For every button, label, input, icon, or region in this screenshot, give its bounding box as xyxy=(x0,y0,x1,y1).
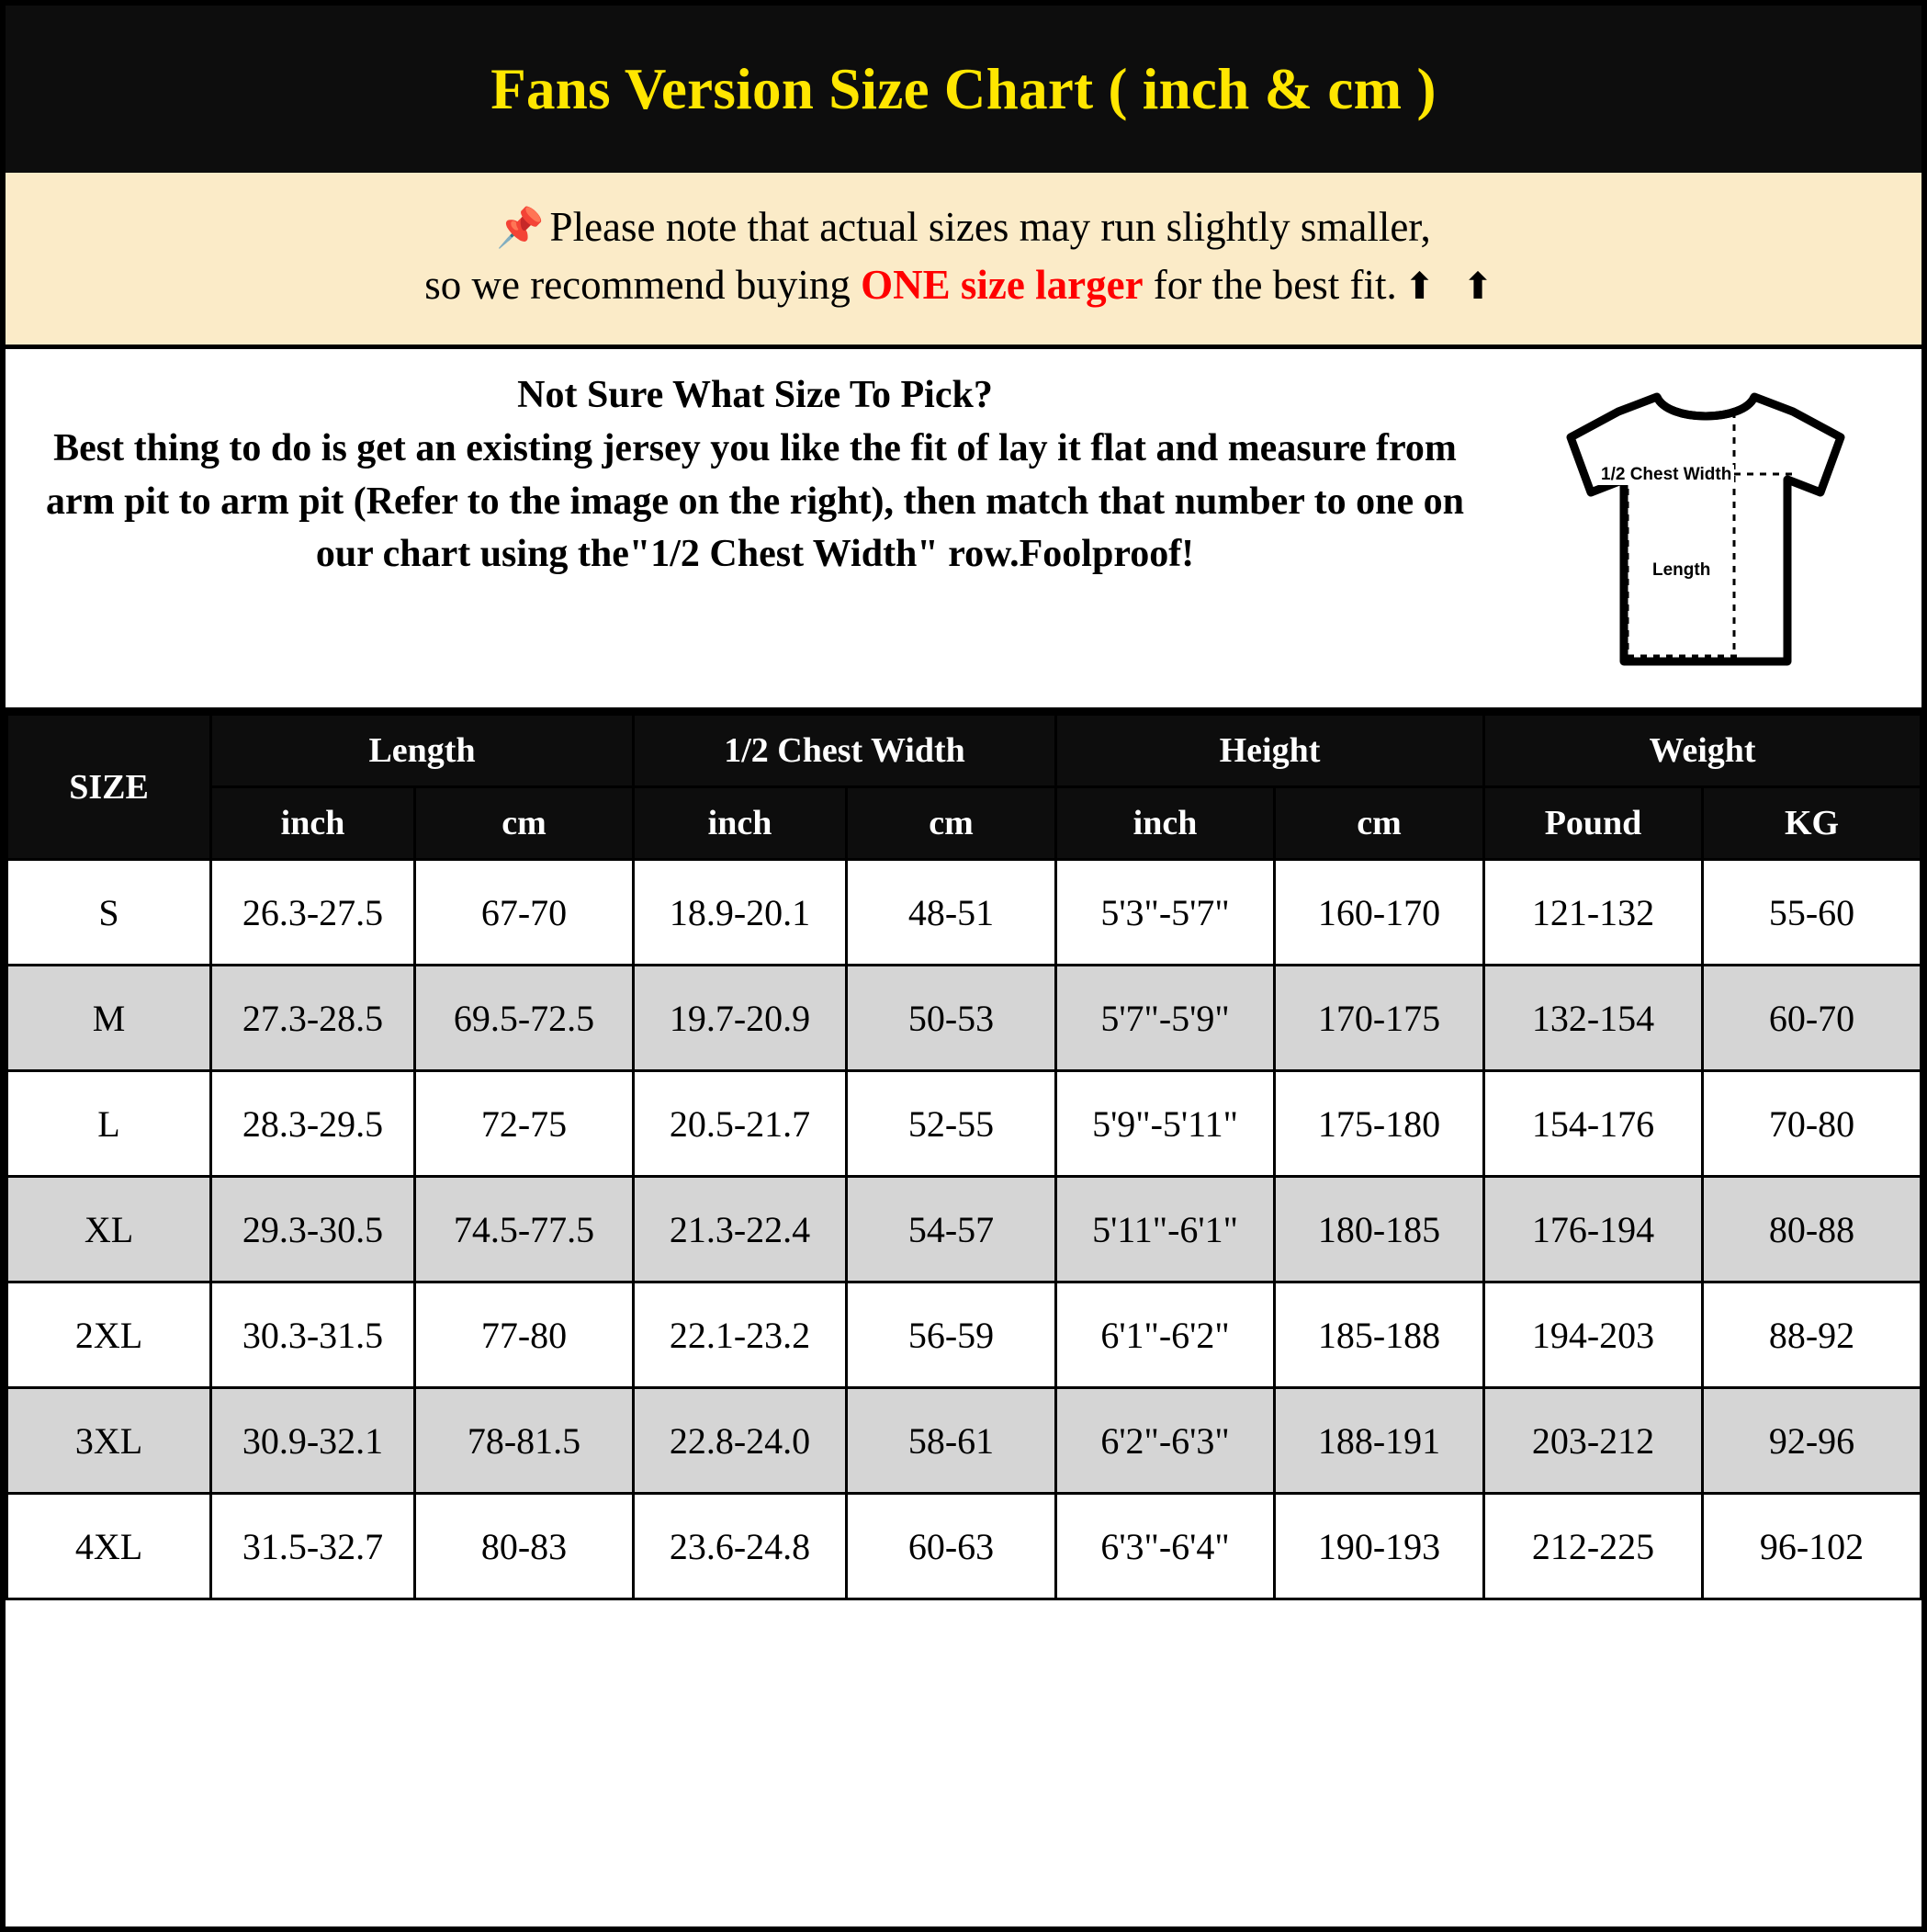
header-height: Height xyxy=(1056,715,1484,787)
row-size: XL xyxy=(7,1177,211,1282)
note-text-2-after: for the best fit. xyxy=(1143,261,1397,308)
cell-weight-pound: 212-225 xyxy=(1484,1494,1703,1599)
unit-height-inch: inch xyxy=(1056,787,1275,860)
header-size: SIZE xyxy=(7,715,211,860)
cell-chest-cm: 50-53 xyxy=(847,966,1056,1071)
cell-chest-inch: 23.6-24.8 xyxy=(634,1494,847,1599)
figure-length-label: Length xyxy=(1650,560,1713,581)
cell-chest-inch: 18.9-20.1 xyxy=(634,860,847,966)
cell-length-cm: 74.5-77.5 xyxy=(415,1177,634,1282)
table-row xyxy=(7,1282,1921,1388)
cell-height-inch: 5'11"-6'1" xyxy=(1056,1177,1275,1282)
cell-chest-cm: 58-61 xyxy=(847,1388,1056,1494)
row-size: S xyxy=(7,860,211,966)
cell-length-inch: 28.3-29.5 xyxy=(211,1071,415,1177)
cell-weight-pound: 176-194 xyxy=(1484,1177,1703,1282)
cell-length-cm: 77-80 xyxy=(415,1282,634,1388)
cell-weight-kg: 70-80 xyxy=(1703,1071,1921,1177)
cell-length-cm: 72-75 xyxy=(415,1071,634,1177)
header-weight: Weight xyxy=(1484,715,1921,787)
table-row xyxy=(7,1494,1921,1599)
unit-height-cm: cm xyxy=(1275,787,1484,860)
cell-weight-kg: 60-70 xyxy=(1703,966,1921,1071)
row-size: 2XL xyxy=(7,1282,211,1388)
figure-chest-label: 1/2 Chest Width xyxy=(1598,465,1734,485)
table-row xyxy=(7,1071,1921,1177)
cell-chest-inch: 22.1-23.2 xyxy=(634,1282,847,1388)
note-line-1 xyxy=(24,198,1903,256)
row-size: M xyxy=(7,966,211,1071)
cell-height-inch: 6'3"-6'4" xyxy=(1056,1494,1275,1599)
header-length: Length xyxy=(211,715,634,787)
cell-length-cm: 80-83 xyxy=(415,1494,634,1599)
cell-chest-inch: 22.8-24.0 xyxy=(634,1388,847,1494)
cell-length-cm: 69.5-72.5 xyxy=(415,966,634,1071)
tshirt-icon xyxy=(1554,380,1857,684)
cell-chest-cm: 52-55 xyxy=(847,1071,1056,1177)
size-table xyxy=(6,713,1922,1600)
cell-height-cm: 180-185 xyxy=(1275,1177,1484,1282)
table-row xyxy=(7,860,1921,966)
cell-height-cm: 170-175 xyxy=(1275,966,1484,1071)
up-arrows-icon: ⬆ ⬆ xyxy=(1403,265,1503,307)
advice-body: Best thing to do is get an existing jersey you like the fit of lay it flat and measure from arm pit to arm pit (Refer to the image on the right), then match that number to one on our chart using the"1/2 Chest Width" row.Foolproof! xyxy=(45,427,1465,576)
unit-length-inch: inch xyxy=(211,787,415,860)
cell-weight-kg: 55-60 xyxy=(1703,860,1921,966)
cell-length-inch: 26.3-27.5 xyxy=(211,860,415,966)
row-size: 4XL xyxy=(7,1494,211,1599)
cell-length-cm: 78-81.5 xyxy=(415,1388,634,1494)
note-text-2-before: so we recommend buying xyxy=(424,261,862,308)
cell-chest-inch: 20.5-21.7 xyxy=(634,1071,847,1177)
advice-title: Not Sure What Size To Pick? xyxy=(517,374,993,417)
note-line-2 xyxy=(24,256,1903,313)
measuring-advice-section xyxy=(6,349,1921,713)
size-table-body xyxy=(7,860,1921,1599)
row-size: 3XL xyxy=(7,1388,211,1494)
cell-height-inch: 5'7"-5'9" xyxy=(1056,966,1275,1071)
cell-chest-inch: 21.3-22.4 xyxy=(634,1177,847,1282)
unit-length-cm: cm xyxy=(415,787,634,860)
advice-text-block xyxy=(6,373,1490,582)
cell-height-inch: 6'1"-6'2" xyxy=(1056,1282,1275,1388)
page-header xyxy=(6,6,1921,173)
cell-height-cm: 185-188 xyxy=(1275,1282,1484,1388)
size-table-region xyxy=(6,713,1921,1926)
cell-weight-kg: 88-92 xyxy=(1703,1282,1921,1388)
cell-length-inch: 30.3-31.5 xyxy=(211,1282,415,1388)
cell-weight-kg: 92-96 xyxy=(1703,1388,1921,1494)
note-text-1: Please note that actual sizes may run slightly smaller, xyxy=(549,204,1431,250)
tshirt-figure xyxy=(1490,373,1921,684)
cell-length-inch: 30.9-32.1 xyxy=(211,1388,415,1494)
cell-height-cm: 175-180 xyxy=(1275,1071,1484,1177)
table-row xyxy=(7,966,1921,1071)
cell-weight-pound: 121-132 xyxy=(1484,860,1703,966)
pin-icon: 📌 xyxy=(496,208,545,250)
group-header-row xyxy=(7,715,1921,787)
cell-weight-pound: 132-154 xyxy=(1484,966,1703,1071)
size-table-head xyxy=(7,715,1921,860)
cell-length-inch: 29.3-30.5 xyxy=(211,1177,415,1282)
unit-chest-inch: inch xyxy=(634,787,847,860)
cell-height-inch: 6'2"-6'3" xyxy=(1056,1388,1275,1494)
cell-length-inch: 27.3-28.5 xyxy=(211,966,415,1071)
cell-chest-cm: 48-51 xyxy=(847,860,1056,966)
cell-chest-inch: 19.7-20.9 xyxy=(634,966,847,1071)
cell-height-inch: 5'9"-5'11" xyxy=(1056,1071,1275,1177)
page-title: Fans Version Size Chart ( inch & cm ) xyxy=(490,56,1437,121)
cell-chest-cm: 56-59 xyxy=(847,1282,1056,1388)
table-row xyxy=(7,1388,1921,1494)
cell-length-cm: 67-70 xyxy=(415,860,634,966)
cell-chest-cm: 54-57 xyxy=(847,1177,1056,1282)
unit-chest-cm: cm xyxy=(847,787,1056,860)
unit-weight-pound: Pound xyxy=(1484,787,1703,860)
cell-height-cm: 160-170 xyxy=(1275,860,1484,966)
cell-chest-cm: 60-63 xyxy=(847,1494,1056,1599)
cell-weight-pound: 194-203 xyxy=(1484,1282,1703,1388)
unit-header-row xyxy=(7,787,1921,860)
cell-height-cm: 190-193 xyxy=(1275,1494,1484,1599)
cell-weight-kg: 96-102 xyxy=(1703,1494,1921,1599)
watermark: siujersey.com xyxy=(751,1658,1176,1739)
cell-weight-kg: 80-88 xyxy=(1703,1177,1921,1282)
note-emphasis: ONE size larger xyxy=(861,261,1144,308)
cell-height-inch: 5'3"-5'7" xyxy=(1056,860,1275,966)
header-half-chest-width: 1/2 Chest Width xyxy=(634,715,1056,787)
cell-length-inch: 31.5-32.7 xyxy=(211,1494,415,1599)
cell-weight-pound: 203-212 xyxy=(1484,1388,1703,1494)
row-size: L xyxy=(7,1071,211,1177)
cell-weight-pound: 154-176 xyxy=(1484,1071,1703,1177)
unit-weight-kg: KG xyxy=(1703,787,1921,860)
cell-height-cm: 188-191 xyxy=(1275,1388,1484,1494)
size-note-banner xyxy=(6,173,1921,349)
table-row xyxy=(7,1177,1921,1282)
